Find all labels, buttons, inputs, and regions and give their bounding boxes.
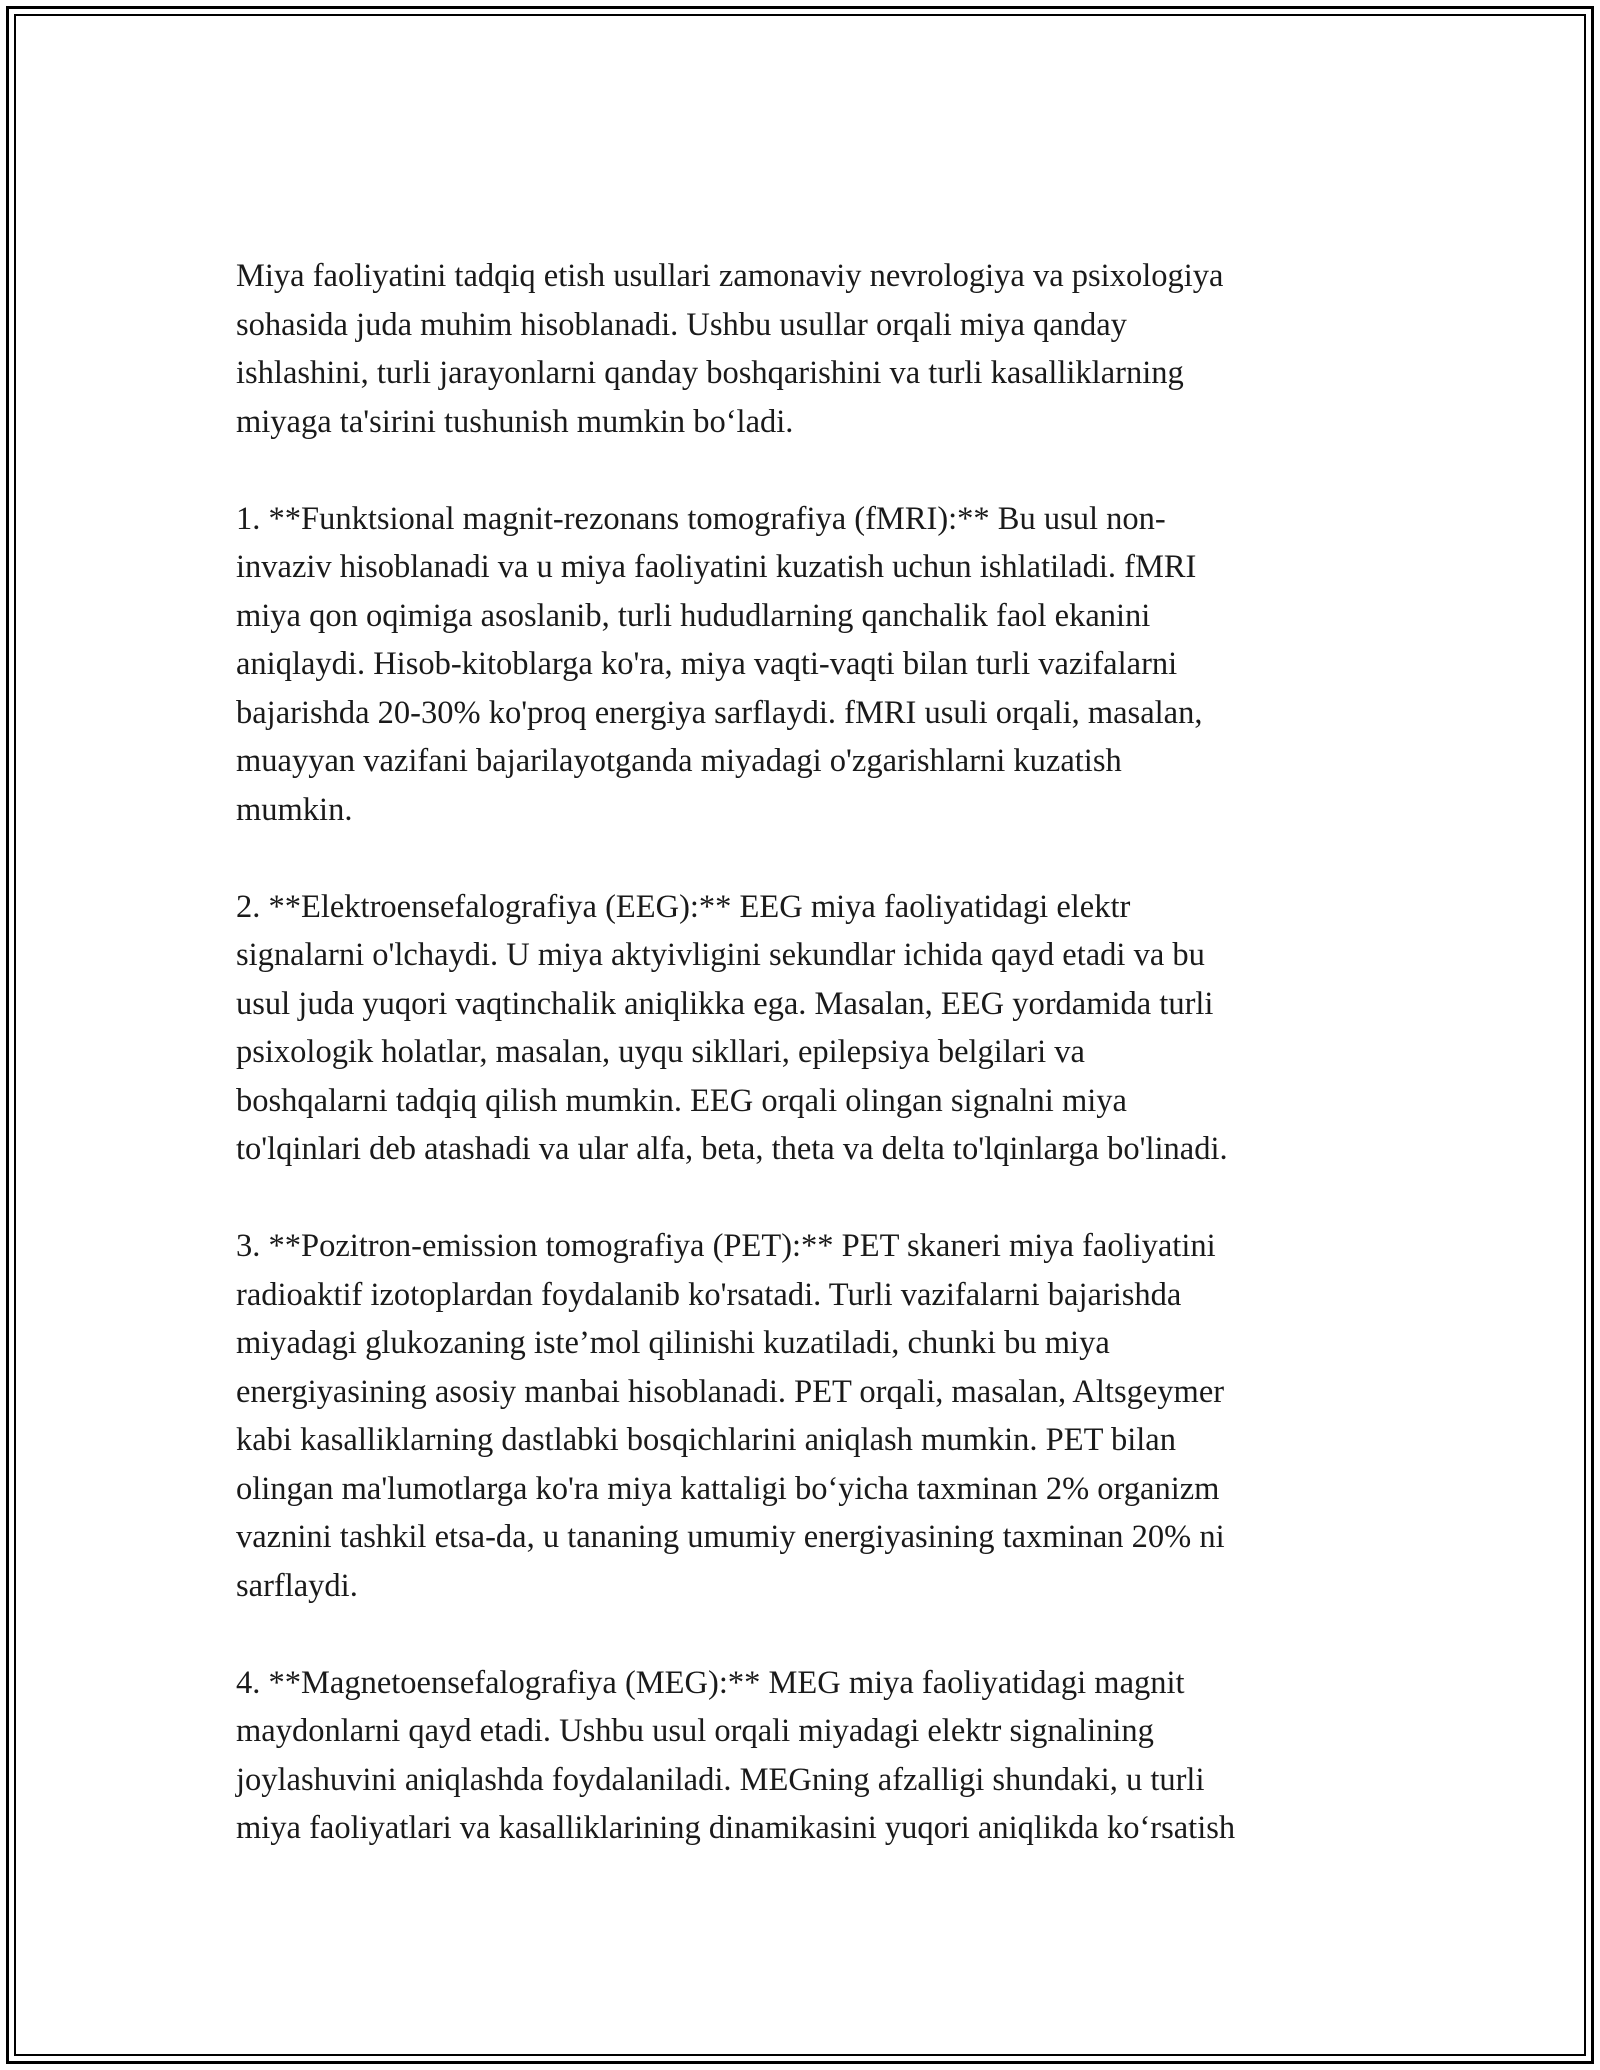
- text-line: ishlashini, turli jarayonlarni qanday boshqarishini va turli kasalliklarning: [236, 355, 1184, 391]
- text-line: muayyan vazifani bajarilayotganda miyadagi o'zgarishlarni kuzatish: [236, 743, 1122, 779]
- text-line: miyaga ta'sirini tushunish mumkin bo‘ladi.: [236, 403, 794, 440]
- text-line: radioaktif izotoplardan foydalanib ko'rsatadi. Turli vazifalarni bajarishda: [236, 1276, 1182, 1313]
- text-line: miyadagi glukozaning iste’mol qilinishi kuzatiladi, chunki bu miya: [236, 1325, 1110, 1361]
- text-line: vaznini tashkil etsa-da, u tananing umumiy energiyasining taxminan 20% ni: [236, 1519, 1225, 1555]
- text-line: miya qon oqimiga asoslanib, turli hududlarning qanchalik faol ekanini: [236, 597, 1151, 634]
- text-line: joylashuvini aniqlashda foydalaniladi. MEGning afzalligi shundaki, u turli: [236, 1761, 1205, 1798]
- text-line: 2. **Elektroensefalografiya (EEG):** EEG miya faoliyatidagi elektr: [236, 888, 1131, 925]
- text-line: olingan ma'lumotlarga ko'ra miya kattaligi bo‘yicha taxminan 2% organizm: [236, 1470, 1220, 1507]
- text-line: to'lqinlari deb atashadi va ular alfa, beta, theta va delta to'lqinlarga bo'linadi.: [236, 1131, 1228, 1167]
- text-line: 1. **Funktsional magnit-rezonans tomografiya (fMRI):** Bu usul non-: [236, 500, 1166, 537]
- text-line: maydonlarni qayd etadi. Ushbu usul orqali miyadagi elektr signalining: [236, 1713, 1154, 1749]
- text-line: boshqalarni tadqiq qilish mumkin. EEG orqali olingan signalni miya: [236, 1082, 1127, 1119]
- text-line: sarflaydi.: [236, 1567, 358, 1604]
- text-line: Miya faoliyatini tadqiq etish usullari zamonaviy nevrologiya va psixologiya: [236, 258, 1224, 294]
- pet-paragraph: [236, 1222, 1376, 1610]
- text-line: kabi kasalliklarning dastlabki bosqichlarini aniqlash mumkin. PET bilan: [236, 1422, 1176, 1458]
- fmri-paragraph: [236, 495, 1376, 835]
- text-line: mumkin.: [236, 791, 353, 828]
- text-line: invaziv hisoblanadi va u miya faoliyatini kuzatish uchun ishlatiladi. fMRI: [236, 549, 1197, 585]
- text-line: sohasida juda muhim hisoblanadi. Ushbu usullar orqali miya qanday: [236, 306, 1127, 343]
- text-line: miya faoliyatlari va kasalliklarining dinamikasini yuqori aniqlikda ko‘rsatish: [236, 1810, 1236, 1846]
- text-line: 3. **Pozitron-emission tomografiya (PET):** PET skaneri miya faoliyatini: [236, 1228, 1216, 1264]
- document-body: [236, 252, 1376, 1901]
- text-line: aniqlaydi. Hisob-kitoblarga ko'ra, miya vaqti-vaqti bilan turli vazifalarni: [236, 646, 1178, 682]
- text-line: usul juda yuqori vaqtinchalik aniqlikka ega. Masalan, EEG yordamida turli: [236, 985, 1214, 1022]
- text-line: bajarishda 20-30% ko'proq energiya sarflaydi. fMRI usuli orqali, masalan,: [236, 694, 1203, 731]
- text-line: psixologik holatlar, masalan, uyqu sikllari, epilepsiya belgilari va: [236, 1034, 1085, 1070]
- meg-paragraph: [236, 1659, 1376, 1853]
- eeg-paragraph: [236, 883, 1376, 1174]
- text-line: 4. **Magnetoensefalografiya (MEG):** MEG miya faoliyatidagi magnit: [236, 1664, 1185, 1701]
- text-line: signalarni o'lchaydi. U miya aktyivligini sekundlar ichida qayd etadi va bu: [236, 937, 1205, 973]
- text-line: energiyasining asosiy manbai hisoblanadi. PET orqali, masalan, Altsgeymer: [236, 1373, 1225, 1410]
- intro-paragraph: [236, 252, 1376, 446]
